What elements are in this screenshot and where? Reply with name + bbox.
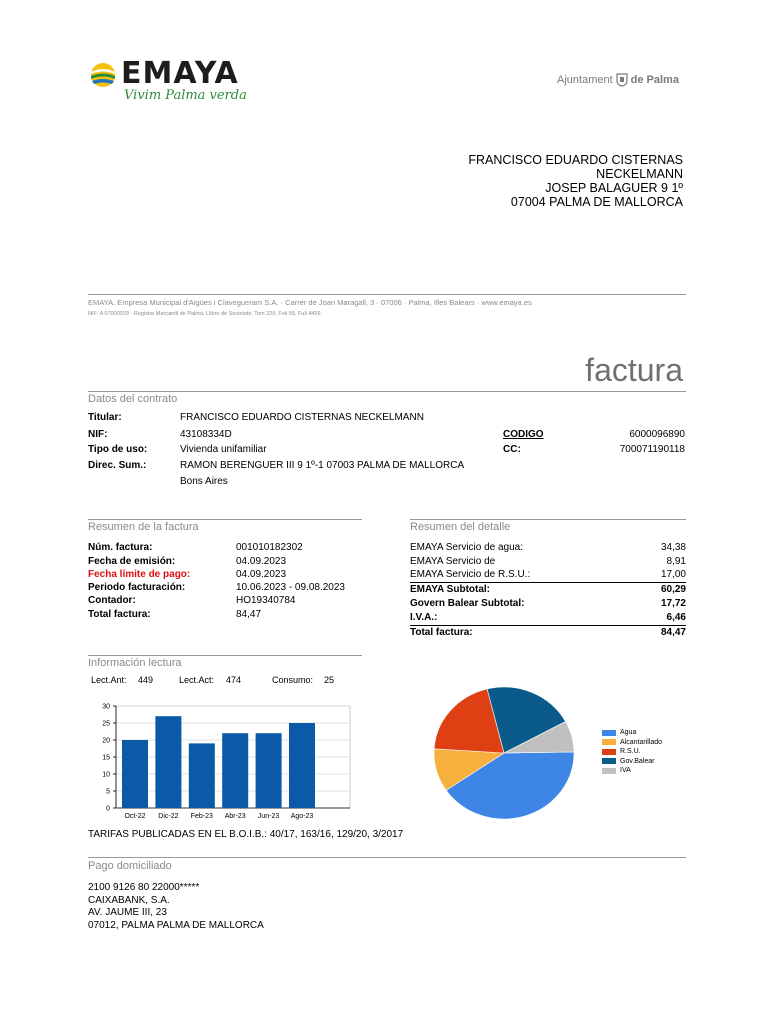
x-tick-label: Oct-22 bbox=[124, 813, 146, 820]
divider bbox=[88, 857, 686, 858]
summary-label: Periodo facturación: bbox=[88, 582, 186, 593]
y-tick-label: 25 bbox=[102, 720, 110, 728]
recipient-line: 07004 PALMA DE MALLORCA bbox=[510, 195, 683, 209]
legend-label: IVA bbox=[620, 767, 631, 774]
legend-item bbox=[602, 767, 631, 774]
y-tick-label: 20 bbox=[102, 737, 110, 745]
reading-act-label: Lect.Act: bbox=[179, 675, 215, 685]
cc-label: CC: bbox=[503, 444, 521, 455]
detail-label: EMAYA Subtotal: bbox=[410, 584, 491, 595]
brand-tagline: Vivim Palma verda bbox=[124, 88, 247, 103]
y-tick-label: 0 bbox=[106, 805, 110, 813]
summary-label: Total factura: bbox=[88, 609, 151, 620]
nif-value: 43108334D bbox=[180, 429, 232, 440]
council-name: de Palma bbox=[630, 74, 679, 86]
detail-value: 17,72 bbox=[660, 598, 686, 609]
summary-section-title: Resumen de la factura bbox=[88, 521, 199, 533]
detail-label: Govern Balear Subtotal: bbox=[410, 598, 525, 609]
legend-swatch bbox=[602, 758, 616, 764]
summary-label-due: Fecha límite de pago: bbox=[88, 569, 191, 580]
pie-legend bbox=[602, 729, 686, 779]
y-tick-label: 10 bbox=[102, 771, 110, 779]
payment-account: 2100 9126 80 22000***** bbox=[88, 882, 200, 893]
payment-details bbox=[88, 882, 264, 932]
reading-section-title: Información lectura bbox=[88, 657, 182, 669]
uso-label: Tipo de uso: bbox=[88, 444, 148, 455]
reading-cons-value: 25 bbox=[324, 675, 335, 685]
legend-item bbox=[602, 739, 662, 746]
detail-total-value: 84,47 bbox=[660, 627, 686, 638]
legend-swatch bbox=[602, 739, 616, 745]
detail-label: I.V.A.: bbox=[410, 612, 438, 623]
direc-value-2: Bons Aires bbox=[180, 476, 228, 487]
emaya-logo bbox=[88, 58, 258, 106]
x-tick-label: Ago-23 bbox=[290, 813, 314, 820]
detail-label: EMAYA Servicio de agua: bbox=[410, 542, 524, 553]
detail-value: 6,46 bbox=[666, 612, 686, 623]
emaya-waves-icon bbox=[88, 62, 118, 88]
detail-total-label: Total factura: bbox=[410, 627, 473, 638]
direc-label: Direc. Sum.: bbox=[88, 460, 147, 471]
detail-value: 60,29 bbox=[660, 584, 686, 595]
bar bbox=[122, 740, 148, 808]
bar bbox=[155, 716, 181, 808]
bar bbox=[289, 723, 315, 808]
payment-bank: CAIXABANK, S.A. bbox=[88, 894, 170, 906]
codigo-label: CODIGO bbox=[503, 429, 544, 440]
detail-value: 34,38 bbox=[660, 542, 686, 553]
summary-value: 10.06.2023 - 09.08.2023 bbox=[236, 582, 345, 593]
cc-value: 700071190118 bbox=[619, 444, 685, 455]
x-tick-label: Jun-23 bbox=[257, 813, 280, 820]
detail-section-title: Resumen del detalle bbox=[410, 521, 511, 533]
bar bbox=[189, 743, 215, 808]
uso-value: Vivienda unifamiliar bbox=[180, 444, 267, 455]
payment-section-title: Pago domiciliado bbox=[88, 860, 172, 872]
summary-label: Contador: bbox=[88, 595, 136, 606]
reading-ant-label: Lect.Ant: bbox=[91, 675, 127, 685]
legend-label: Alcantarillado bbox=[620, 738, 663, 746]
x-tick-label: Abr-23 bbox=[224, 813, 246, 820]
council-logo bbox=[557, 73, 679, 87]
reading-ant-value: 449 bbox=[138, 675, 154, 685]
council-prefix: Ajuntament bbox=[557, 74, 613, 86]
company-registry: NIF: A 07000029 · Registre Mercantil de Palma, Llibre de Societats, Tom 229, Foli 59, Full 4499. bbox=[88, 311, 323, 317]
recipient-line: NECKELMANN bbox=[596, 167, 683, 181]
summary-value: 04.09.2023 bbox=[236, 569, 287, 580]
x-tick-label: Feb-23 bbox=[190, 813, 213, 820]
y-tick-label: 30 bbox=[102, 703, 110, 711]
legend-item bbox=[602, 729, 636, 736]
legend-label: Agua bbox=[620, 729, 637, 736]
legend-swatch bbox=[602, 768, 616, 774]
y-tick-label: 5 bbox=[106, 788, 110, 796]
payment-city: 07012, PALMA PALMA DE MALLORCA bbox=[88, 919, 264, 931]
crest-icon bbox=[616, 73, 628, 87]
direc-value: RAMON BERENGUER III 9 1º-1 07003 PALMA DE MALLORCA bbox=[180, 460, 465, 471]
document-title: factura bbox=[585, 352, 683, 388]
payment-address: AV. JAUME III, 23 bbox=[88, 907, 167, 918]
divider bbox=[88, 391, 686, 392]
recipient-address bbox=[468, 153, 683, 209]
summary-value: HO19340784 bbox=[236, 595, 296, 606]
recipient-line: FRANCISCO EDUARDO CISTERNAS bbox=[468, 153, 683, 167]
divider bbox=[88, 519, 362, 520]
codigo-value: 6000096890 bbox=[629, 429, 685, 440]
x-tick-label: Dic-22 bbox=[158, 813, 179, 820]
legend-item bbox=[602, 748, 641, 755]
summary-value: 04.09.2023 bbox=[236, 556, 287, 567]
legend-label: R.S.U. bbox=[620, 748, 641, 755]
bar bbox=[222, 733, 248, 808]
divider bbox=[88, 655, 362, 656]
nif-label: NIF: bbox=[88, 429, 108, 440]
company-info: EMAYA, Empresa Municipal d'Aigües i Clavegueram S.A. · Carrer de Joan Maragall, 3 · 07006 · Palma, Illes Balears · www.emaya.es bbox=[88, 298, 532, 307]
divider bbox=[410, 582, 686, 583]
divider bbox=[88, 294, 686, 295]
legend-swatch bbox=[602, 749, 616, 755]
divider bbox=[410, 519, 686, 520]
divider bbox=[410, 625, 686, 626]
summary-value: 84,47 bbox=[236, 609, 262, 620]
y-tick-label: 15 bbox=[102, 754, 110, 762]
summary-value: 001010182302 bbox=[236, 542, 303, 553]
legend-item bbox=[602, 758, 655, 765]
contract-section-title: Datos del contrato bbox=[88, 393, 178, 405]
brand-name: EMAYA bbox=[121, 56, 239, 91]
titular-label: Titular: bbox=[88, 412, 122, 423]
detail-label: EMAYA Servicio de R.S.U.: bbox=[410, 569, 531, 580]
bar bbox=[256, 733, 282, 808]
legend-label: Gov.Balear bbox=[620, 757, 655, 765]
reading-cons-label: Consumo: bbox=[272, 675, 314, 685]
tariffs-note: TARIFAS PUBLICADAS EN EL B.O.I.B.: 40/17, 163/16, 129/20, 3/2017 bbox=[88, 829, 404, 840]
detail-value: 17,00 bbox=[660, 569, 686, 580]
summary-label: Fecha de emisión: bbox=[88, 556, 176, 567]
detail-label: EMAYA Servicio de bbox=[410, 556, 496, 567]
legend-swatch bbox=[602, 730, 616, 736]
recipient-line: JOSEP BALAGUER 9 1º bbox=[545, 181, 683, 195]
titular-value: FRANCISCO EDUARDO CISTERNAS NECKELMANN bbox=[180, 412, 424, 423]
detail-value: 8,91 bbox=[666, 556, 686, 567]
consumption-bar-chart bbox=[88, 698, 358, 826]
reading-act-value: 474 bbox=[226, 675, 242, 685]
summary-label: Núm. factura: bbox=[88, 542, 153, 553]
